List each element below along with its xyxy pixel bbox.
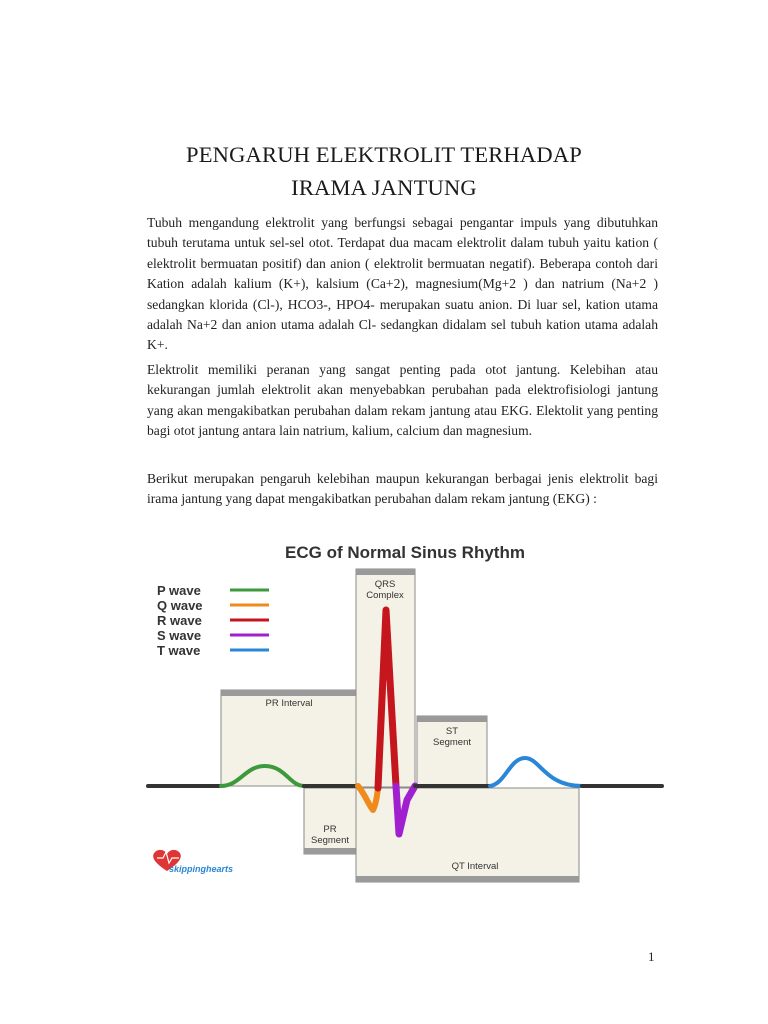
legend-label-t-wave: T wave [157,643,201,658]
legend-label-q-wave: Q wave [157,598,203,613]
page-title [100,138,668,204]
st-label-line-2: Segment [432,737,472,748]
ecg-figure [145,538,665,888]
pr-interval-header [221,690,359,696]
title-line-2: IRAMA JANTUNG [291,175,477,200]
legend [157,583,269,658]
pr-segment-label-line-1: PR [323,824,337,835]
qt-interval-footer [356,876,579,882]
figure-title: ECG of Normal Sinus Rhythm [285,543,525,562]
pr-segment-footer [304,848,356,854]
pr-segment-label-line-2: Segment [310,835,350,846]
qrs-complex-header [356,569,415,575]
paragraph-electrolyte-role: Elektrolit memiliki peranan yang sangat penting pada otot jantung. Kelebihan atau kekurangan jumlah elektrolit akan menyebabkan perubahan pada elektrofisiologi jantung yang akan mengakibatkan perubahan dalam rekam jantung atau EKG. Elektolit yang penting bagi otot jantung antara lain natrium, kalium, calcium dan magnesium. [147,362,658,439]
pr-interval-label: PR Interval [265,698,313,709]
legend-label-p-wave: P wave [157,583,201,598]
t-wave-trace [490,758,582,786]
st-segment-header [417,716,487,722]
page-number: 1 [648,949,655,964]
legend-label-r-wave: R wave [157,613,202,628]
st-label-line-1: ST [445,726,459,737]
qrs-label-line-2: Complex [366,590,404,601]
paragraph-electrolytes-intro: Tubuh mengandung elektrolit yang berfungsi sebagai pengantar impuls yang dibutuhkan tubuh terutama untuk sel-sel otot. Terdapat dua macam elektrolit dalam tubuh yaitu kation ( elektrolit bermuatan positif) dan anion ( elektrolit bermuatan negatif). Beberapa contoh dari Kation adalah kalium (K+), kalsium (Ca+2), magnesium(Mg+2 ) dan natrium (Na+2 ) sedangkan klorida (Cl-), HCO3-, HPO4- merupakan suatu anion. Di luar sel, kation utama adalah Na+2 dan anion utama adalah Cl- sedangkan didalam sel tubuh kation utama adalah K+. [147,215,658,353]
paragraph-ekg-effects: Berikut merupakan pengaruh kelebihan maupun kekurangan berbagai jenis elektrolit bagi irama jantung yang dapat mengakibatkan perubahan dalam rekam jantung (EKG) : [147,471,658,507]
logo-text: skippinghearts [169,864,234,874]
qrs-label-line-1: QRS [374,579,396,590]
skippinghearts-logo [153,850,233,874]
title-line-1: PENGARUH ELEKTROLIT TERHADAP [185,142,582,167]
legend-label-s-wave: S wave [157,628,202,643]
qt-interval-label: QT Interval [451,861,499,872]
